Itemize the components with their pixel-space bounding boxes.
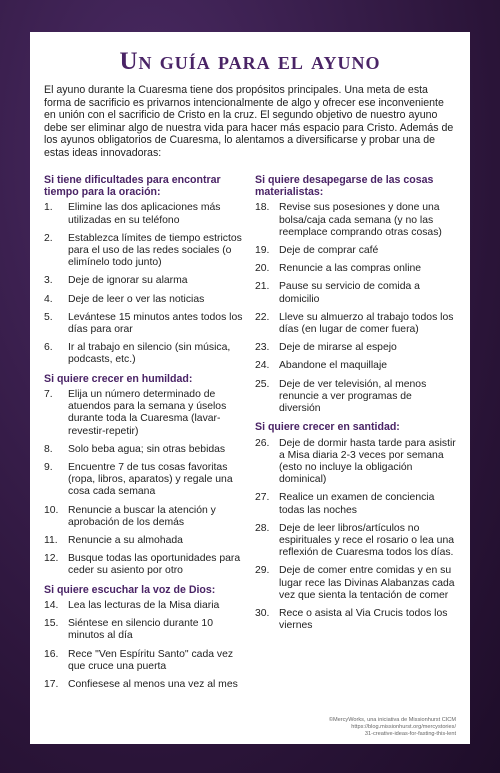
list-item	[255, 608, 456, 632]
item-number: 29.	[255, 565, 270, 577]
columns	[44, 168, 456, 698]
item-text: Renuncie a buscar la atención y aprobación de los demás	[68, 504, 216, 528]
list-item	[255, 312, 456, 336]
item-number: 27.	[255, 492, 270, 504]
item-text: Busque todas las oportunidades para ceder su asiento por otro	[68, 553, 241, 577]
item-number: 23.	[255, 342, 270, 354]
list-item	[255, 379, 456, 416]
item-number: 26.	[255, 437, 270, 449]
item-text: Siéntese en silencio durante 10 minutos al día	[68, 618, 213, 642]
list-item	[44, 535, 245, 547]
list-item	[44, 553, 245, 577]
list-item	[44, 389, 245, 438]
list-item	[255, 245, 456, 257]
item-number: 1.	[44, 202, 53, 214]
guide-card	[30, 32, 470, 744]
item-text: Rece o asista al Via Crucis todos los viernes	[279, 608, 448, 632]
footer-link[interactable]: https://blog.missionhurst.org/mercystories/	[351, 724, 456, 730]
item-number: 24.	[255, 360, 270, 372]
item-number: 22.	[255, 311, 270, 323]
item-number: 28.	[255, 522, 270, 534]
item-text: Deje de mirarse al espejo	[279, 342, 397, 354]
item-text: Revise sus posesiones y done una bolsa/caja cada semana (y no las reemplace comprando otras cosas)	[279, 202, 442, 238]
item-number: 20.	[255, 263, 270, 275]
item-number: 9.	[44, 462, 53, 474]
item-text: Deje de leer o ver las noticias	[68, 293, 205, 305]
item-number: 8.	[44, 443, 53, 455]
list-item	[44, 294, 245, 306]
footer-link[interactable]: 31-creative-ideas-for-fasting-this-lent	[364, 731, 456, 737]
item-text: Deje de ignorar su alarma	[68, 275, 188, 287]
item-text: Lea las lecturas de la Misa diaria	[68, 600, 220, 612]
list-item	[255, 342, 456, 354]
list-item	[44, 275, 245, 287]
item-number: 3.	[44, 275, 53, 287]
item-number: 4.	[44, 293, 53, 305]
intro-paragraph: El ayuno durante la Cuaresma tiene dos propósitos principales. Una meta de esta forma de sacrificio es privarnos intencionalmente de algo y ofrecer ese inconveniente en unión con el sacrificio de Cristo en la cruz. El segundo objetivo de nuestro ayuno debe ser eliminar algo de nuestra vida para hacer más espacio para Cristo. Además de los ayunos obligatorios de Cuaresma, lo alentamos a diversificarse y probar una de estas ideas innovadoras:	[44, 84, 454, 159]
item-text: Lleve su almuerzo al trabajo todos los días (en lugar de comer fuera)	[279, 311, 454, 335]
item-text: Abandone el maquillaje	[279, 360, 388, 372]
item-number: 21.	[255, 281, 270, 293]
item-number: 30.	[255, 608, 270, 620]
list-item	[255, 202, 456, 239]
item-number: 7.	[44, 389, 53, 401]
section-heading: Si quiere escuchar la voz de Dios:	[44, 583, 216, 596]
list-item	[255, 438, 456, 487]
list-item	[44, 342, 245, 366]
item-text: Renuncie a su almohada	[68, 535, 183, 547]
item-number: 25.	[255, 378, 270, 390]
item-number: 19.	[255, 244, 270, 256]
item-number: 10.	[44, 504, 59, 516]
list-item	[44, 679, 245, 691]
section-heading: Si quiere crecer en humildad:	[44, 372, 193, 385]
page-title: Un guía para el ayuno	[119, 48, 381, 75]
list-item	[255, 263, 456, 275]
section-heading: Si quiere crecer en santidad:	[255, 421, 400, 434]
list-item	[44, 649, 245, 673]
item-text: Levántese 15 minutos antes todos los días para orar	[68, 311, 243, 335]
right-column	[255, 168, 456, 698]
list-item	[44, 618, 245, 642]
list-item	[44, 312, 245, 336]
item-text: Renuncie a las compras online	[279, 263, 422, 275]
item-text: Deje de dormir hasta tarde para asistir a Misa diaria 2-3 veces por semana (esto no incluye la obligación dominical)	[279, 437, 456, 486]
section-heading: Si quiere desapegarse de las cosas materialistas:	[255, 173, 434, 198]
item-number: 2.	[44, 232, 53, 244]
copyright-footer	[329, 717, 456, 738]
item-text: Solo beba agua; sin otras bebidas	[68, 443, 226, 455]
item-text: Deje de comer entre comidas y en su lugar rece las Divinas Alabanzas cada vez que sienta la tentación de comer	[279, 565, 455, 601]
list-item	[44, 233, 245, 270]
list-item	[44, 202, 245, 226]
item-text: Elimine las dos aplicaciones más utilizadas en su teléfono	[68, 202, 221, 226]
item-text: Deje de ver televisión, al menos renuncie a ver programas de diversión	[279, 378, 427, 415]
list-item	[44, 600, 245, 612]
list-item	[255, 523, 456, 560]
list-item	[44, 505, 245, 529]
item-text: Confiesese al menos una vez al mes	[68, 679, 238, 691]
list-item	[255, 281, 456, 305]
item-number: 17.	[44, 679, 59, 691]
item-text: Elija un número determinado de atuendos para la semana y úselos durante toda la Cuaresma (lavar-revestir-repetir)	[68, 389, 227, 437]
list-item	[255, 492, 456, 516]
item-text: Rece "Ven Espíritu Santo" cada vez que cruce una puerta	[68, 648, 234, 672]
item-number: 16.	[44, 648, 59, 660]
item-text: Pause su servicio de comida a domicilio	[279, 281, 420, 305]
footer-line: ©MercyWorks, una iniciativa de Missionhurst CICM	[328, 717, 456, 723]
item-number: 11.	[44, 535, 58, 547]
list-item	[44, 462, 245, 499]
item-number: 14.	[44, 600, 59, 612]
list-item	[44, 444, 245, 456]
section-heading: Si tiene dificultades para encontrar tiempo para la oración:	[44, 173, 221, 198]
item-number: 5.	[44, 311, 53, 323]
item-text: Deje de comprar café	[279, 244, 379, 256]
item-text: Establezca límites de tiempo estrictos para el uso de las redes sociales (o elimínelo todo junto)	[68, 232, 242, 269]
item-text: Ir al trabajo en silencio (sin música, podcasts, etc.)	[68, 342, 231, 366]
item-number: 6.	[44, 342, 53, 354]
item-number: 15.	[44, 618, 59, 630]
left-column	[44, 168, 245, 698]
item-text: Encuentre 7 de tus cosas favoritas (ropa, libros, aparatos) y regale una cosa cada semana	[68, 462, 233, 498]
list-item	[255, 565, 456, 602]
item-text: Realice un examen de conciencia todas las noches	[279, 492, 435, 516]
list-item	[255, 360, 456, 372]
item-text: Deje de leer libros/artículos no espirituales y rece el rosario o lea una reflexión de Cuaresma todos los días.	[279, 522, 455, 559]
item-number: 12.	[44, 553, 59, 565]
item-number: 18.	[255, 202, 270, 214]
